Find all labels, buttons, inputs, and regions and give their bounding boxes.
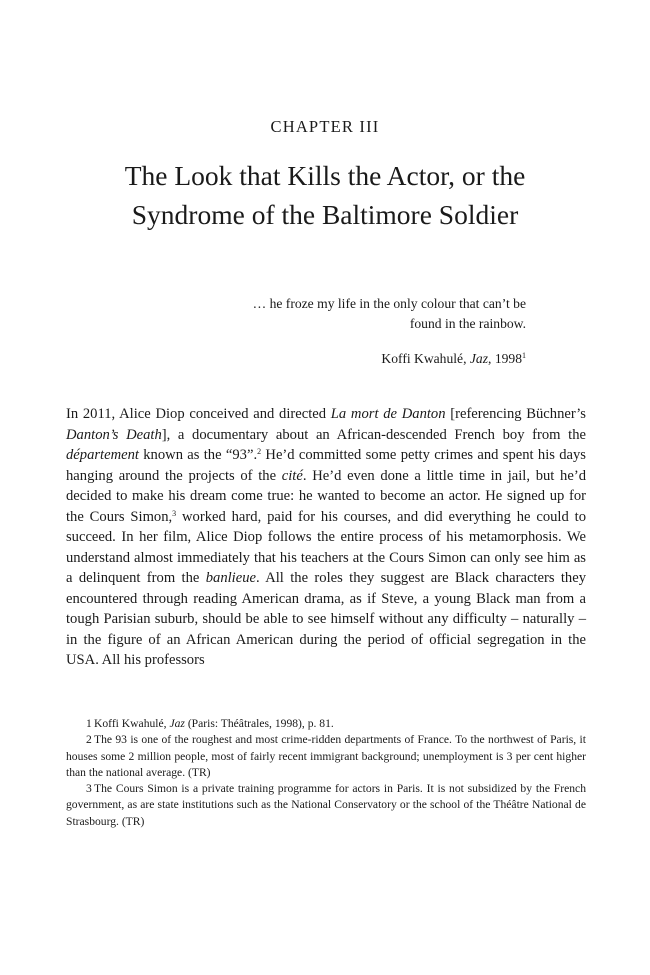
- footnote-2: [66, 732, 586, 781]
- footnote-text: The 93 is one of the roughest and most crime-ridden departments of France. To the northwest of Paris, it houses some 2 million people, most of fairly recent immigrant background; unemployment is 3 per cent higher than the national average. (TR): [66, 733, 586, 779]
- epigraph-attribution: [146, 349, 526, 369]
- footnote-ref-1[interactable]: 1: [522, 351, 526, 360]
- body-paragraph: [66, 404, 586, 671]
- body-text-segment: ], a documentary about an African-descended French boy from the: [161, 426, 586, 443]
- film-title: La mort de Danton: [330, 406, 446, 422]
- epigraph-year: , 1998: [488, 351, 522, 366]
- body-text-segment: . He’d even done a little time in jail, but he’d decided to make his dream come true: he wanted to become an actor. He signed up for the Cours Simon,: [66, 467, 586, 525]
- footnote-1: [66, 716, 586, 732]
- cite-term: cité: [281, 467, 303, 484]
- body-text-segment: known as the “93”.: [138, 447, 258, 463]
- footnote-ref-3[interactable]: 3: [172, 508, 177, 518]
- chapter-title: [40, 156, 610, 234]
- body-text-segment: worked hard, paid for his courses, and did everything he could to succeed. In her film, Alice Diop follows the entire process of his metamorphosis. We understand almost immediately that his teachers at the Cours Simon can only see him as a delinquent from the: [66, 508, 586, 586]
- play-title: Danton’s Death: [66, 426, 162, 443]
- body-text-segment: [referencing Büchner’s: [445, 406, 586, 422]
- banlieue-term: banlieue: [205, 570, 256, 586]
- footnote-work-title: Jaz: [169, 717, 185, 730]
- footnote-text: The Cours Simon is a private training programme for actors in Paris. It is not subsidized by the French government, as are state institutions such as the National Conservatory or the school of the Théâtre National de Strasbourg. (TR): [66, 782, 586, 828]
- footnote-number: 2: [86, 733, 92, 747]
- epigraph-author: Koffi Kwahulé,: [381, 351, 470, 366]
- departement-term: département: [66, 447, 139, 463]
- epigraph-quote-line-1: … he froze my life in the only colour that can’t be: [252, 296, 526, 311]
- chapter-label: CHAPTER III: [270, 117, 380, 136]
- chapter-title-line-1: The Look that Kills the Actor, or the: [124, 160, 526, 191]
- body-text-segment: He’d committed some petty crimes and spent his days hanging around the projects of the: [66, 447, 586, 484]
- epigraph-work: Jaz: [469, 351, 489, 366]
- footnote-number: 3: [86, 782, 92, 796]
- footnotes: [66, 716, 586, 830]
- footnote-text: (Paris: Théâtrales, 1998), p. 81.: [184, 717, 334, 730]
- body-text-segment: . All the roles they suggest are Black characters they encountered through reading American drama, as if Steve, a young Black man from a tough Parisian suburb, should be able to see himself without any difficulty – naturally – in the figure of an African American during the period of official segregation in the USA. All his professors: [66, 570, 586, 668]
- chapter-title-line-2: Syndrome of the Baltimore Soldier: [131, 199, 519, 230]
- body-text-segment: In 2011, Alice Diop conceived and directed: [66, 406, 331, 422]
- epigraph: [146, 294, 526, 369]
- footnote-number: 1: [86, 717, 92, 730]
- footnote-text: Koffi Kwahulé,: [94, 717, 170, 730]
- footnote-ref-2[interactable]: 2: [257, 447, 262, 456]
- footnote-3: [66, 781, 586, 830]
- epigraph-quote-line-2: found in the rainbow.: [409, 315, 526, 331]
